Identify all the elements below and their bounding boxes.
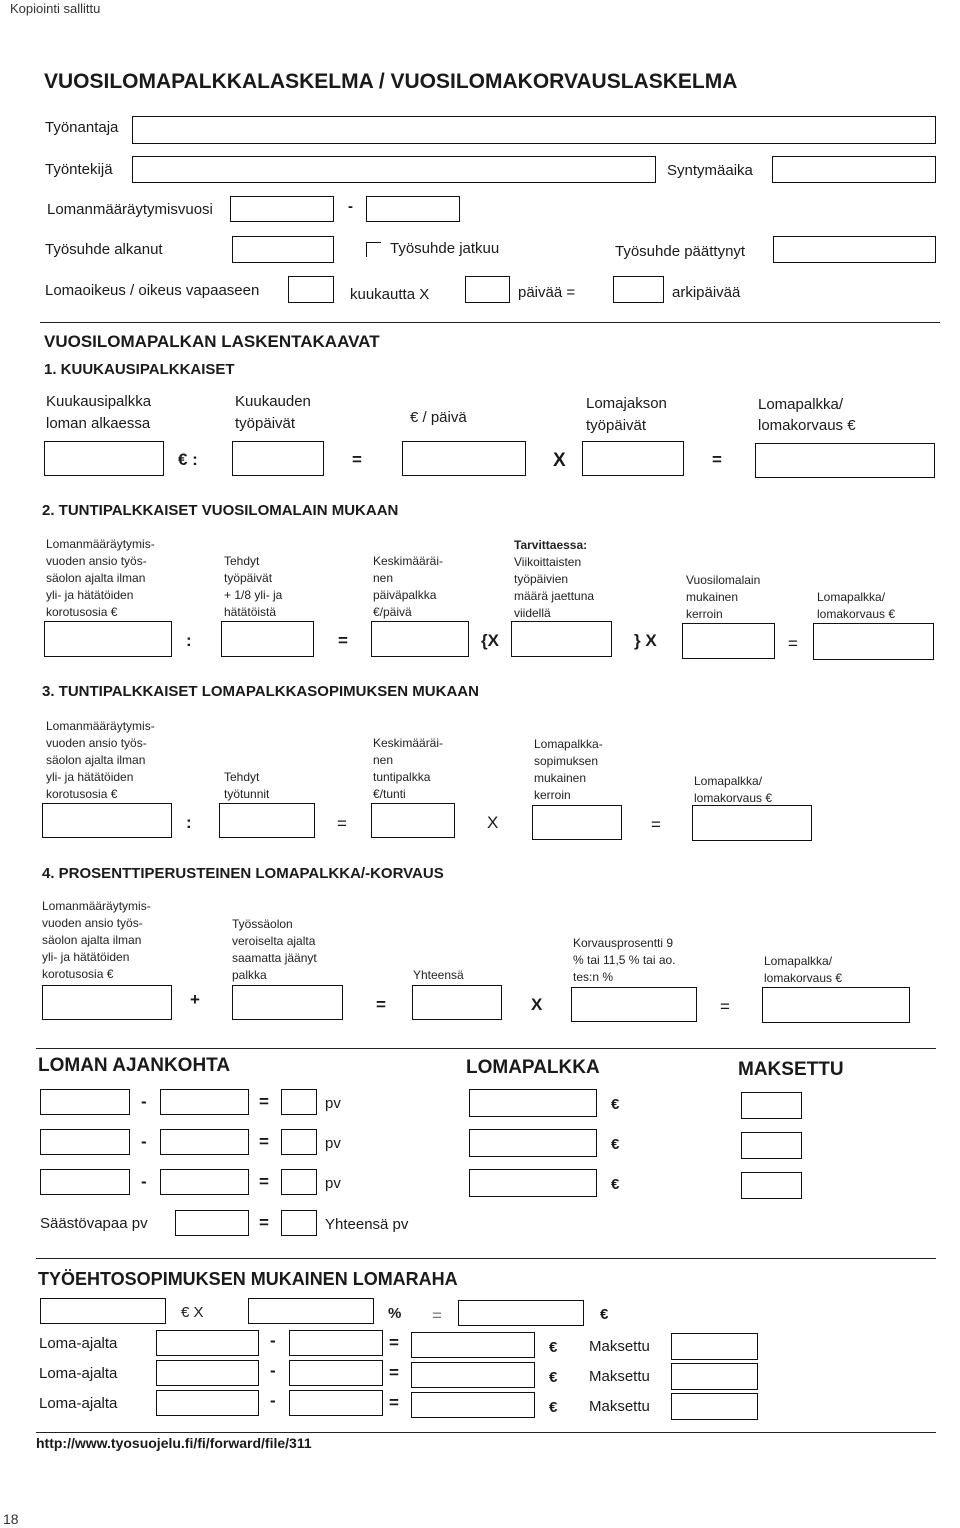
footer-url[interactable]: http://www.tyosuojelu.fi/fi/forward/file/311: [36, 1435, 312, 1451]
eq: =: [259, 1213, 269, 1232]
period-days-field[interactable]: [281, 1129, 317, 1155]
s1-op-euro-div: € :: [178, 450, 198, 469]
holiday-pay-field[interactable]: [469, 1129, 597, 1157]
saving-leave-label: Säästövapaa pv: [40, 1215, 148, 1232]
s4-h5: Lomapalkka/ lomakorvaus €: [764, 954, 843, 985]
determination-year-start-field[interactable]: [230, 196, 334, 222]
employment-ended-label: Työsuhde päättynyt: [615, 243, 746, 260]
eq: =: [389, 1333, 399, 1352]
s2-op-brace-close-x: } X: [634, 631, 657, 650]
determination-year-end-field[interactable]: [366, 196, 460, 222]
period-days-field[interactable]: [281, 1089, 317, 1115]
employee-field[interactable]: [132, 156, 656, 183]
holiday-pay-field[interactable]: [469, 1169, 597, 1197]
s1-month-workdays-field[interactable]: [232, 441, 324, 476]
s2-h6: Lomapalkka/ lomakorvaus €: [817, 590, 896, 621]
formulas-title: VUOSILOMAPALKAN LASKENTAKAAVAT: [44, 332, 380, 351]
s4-result-field[interactable]: [762, 987, 910, 1023]
s4-op-eq2: =: [720, 997, 730, 1016]
eq: =: [259, 1172, 269, 1191]
s1-h4a: Lomajakson: [586, 395, 667, 412]
s2-op-brace-x: {X: [481, 631, 499, 650]
birthdate-field[interactable]: [772, 156, 936, 183]
s4-total-field[interactable]: [412, 985, 502, 1020]
s1-h4b: työpäivät: [586, 417, 647, 434]
paid-field[interactable]: [741, 1092, 802, 1119]
s4-title: 4. PROSENTTIPERUSTEINEN LOMAPALKKA/-KORVAUS: [42, 865, 444, 882]
s1-op-x: X: [553, 450, 566, 471]
s2-h4: Tarvittaessa: Viikoittaisten työpäivien määrä jaettuna viidellä: [514, 538, 595, 620]
eq: =: [259, 1132, 269, 1151]
paid-field[interactable]: [741, 1132, 802, 1159]
employment-continues-label: Työsuhde jatkuu: [390, 240, 500, 257]
s3-result-field[interactable]: [692, 805, 812, 841]
period-label: Loma-ajalta: [39, 1395, 118, 1412]
divider: [36, 1048, 936, 1049]
paid-label: Maksettu: [589, 1338, 650, 1355]
s4-op-plus: +: [190, 990, 200, 1009]
period-days-field[interactable]: [281, 1169, 317, 1195]
s3-h2: Tehdyt työtunnit: [224, 770, 270, 801]
pv-label: pv: [325, 1175, 341, 1192]
raha-euro-x: € X: [181, 1304, 204, 1321]
period-end-field[interactable]: [160, 1129, 249, 1155]
euro-label: €: [611, 1136, 620, 1153]
s1-monthly-salary-field[interactable]: [44, 441, 164, 476]
employment-continues-checkbox[interactable]: [366, 242, 381, 257]
employee-label: Työntekijä: [45, 161, 113, 178]
s1-h5b: lomakorvaus €: [758, 417, 856, 434]
s4-h1: Lomanmääräytymis- vuoden ansio työs- säolon ajalta ilman yli- ja hätätöiden korotusosia €: [42, 899, 151, 981]
s3-op-eq: =: [337, 814, 347, 833]
eq: =: [432, 1306, 442, 1325]
raha-amount-field[interactable]: [411, 1392, 535, 1418]
s2-h5: Vuosilomalain mukainen kerroin: [686, 573, 761, 621]
raha-percent-field[interactable]: [248, 1298, 374, 1324]
period-start-field[interactable]: [40, 1169, 130, 1195]
saving-leave-field[interactable]: [175, 1210, 249, 1236]
s3-multiplier-field[interactable]: [532, 805, 622, 840]
pv-label: pv: [325, 1095, 341, 1112]
birthdate-label: Syntymäaika: [667, 162, 753, 179]
raha-amount-field[interactable]: [411, 1332, 535, 1358]
total-days-field[interactable]: [281, 1210, 317, 1236]
divider: [36, 1258, 936, 1259]
s4-op-eq: =: [376, 995, 386, 1014]
s1-h5a: Lomapalkka/: [758, 396, 844, 413]
holiday-pay-field[interactable]: [469, 1089, 597, 1117]
s4-unpaid-pay-field[interactable]: [232, 985, 343, 1020]
months-field[interactable]: [465, 276, 510, 303]
dash: -: [141, 1172, 147, 1191]
s1-h1b: loman alkaessa: [46, 415, 151, 432]
raha-result-field[interactable]: [458, 1300, 584, 1326]
period-label: Loma-ajalta: [39, 1335, 118, 1352]
raha-paid-field[interactable]: [671, 1333, 758, 1360]
dash: -: [141, 1092, 147, 1111]
euro-label: €: [549, 1399, 558, 1416]
paid-label: Maksettu: [589, 1398, 650, 1415]
s3-h3: Keskimääräi- nen tuntipalkka €/tunti: [373, 736, 444, 801]
days-field[interactable]: [613, 276, 664, 303]
raha-period-end-field[interactable]: [289, 1360, 383, 1386]
eq: =: [389, 1393, 399, 1412]
s3-hours-field[interactable]: [219, 803, 315, 838]
euro-label: €: [549, 1369, 558, 1386]
s4-h4: Korvausprosentti 9 % tai 11,5 % tai ao. tes:n %: [573, 936, 676, 984]
lomaraha-title: TYÖEHTOSOPIMUKSEN MUKAINEN LOMARAHA: [38, 1269, 458, 1289]
pv-label: pv: [325, 1135, 341, 1152]
eq: =: [389, 1363, 399, 1382]
raha-paid-field[interactable]: [671, 1363, 758, 1390]
paid-title: MAKSETTU: [738, 1059, 844, 1080]
s2-earnings-field[interactable]: [44, 621, 172, 657]
employer-field[interactable]: [132, 116, 936, 144]
workdays-label: arkipäivää: [672, 284, 741, 301]
s4-h3: Yhteensä: [413, 968, 464, 982]
employment-started-label: Työsuhde alkanut: [45, 241, 163, 258]
s3-op-eq2: =: [651, 815, 661, 834]
s1-period-workdays-field[interactable]: [582, 441, 684, 476]
s4-earnings-field[interactable]: [42, 985, 172, 1020]
employment-ended-field[interactable]: [773, 236, 936, 263]
raha-paid-field[interactable]: [671, 1393, 758, 1420]
s1-h2b: työpäivät: [235, 415, 296, 432]
s1-result-field[interactable]: [755, 443, 935, 478]
s1-op-eq2: =: [712, 450, 722, 469]
s2-title: 2. TUNTIPALKKAISET VUOSILOMALAIN MUKAAN: [42, 502, 399, 519]
s2-op-eq: =: [338, 631, 348, 650]
paid-label: Maksettu: [589, 1368, 650, 1385]
s4-h2: Työssäolon veroiselta ajalta saamatta jäänyt palkka: [232, 917, 317, 982]
paid-field[interactable]: [741, 1172, 802, 1199]
s3-op-x: X: [487, 813, 499, 832]
s2-daily-pay-field[interactable]: [371, 621, 469, 657]
s1-title: 1. KUUKAUSIPALKKAISET: [44, 361, 235, 378]
eq: =: [259, 1092, 269, 1111]
days-eq-label: päivää =: [518, 284, 576, 301]
euro-label: €: [600, 1306, 609, 1323]
timing-title: LOMAN AJANKOHTA: [38, 1055, 231, 1076]
s2-op-div: :: [186, 631, 192, 650]
s2-workdays-field[interactable]: [221, 621, 314, 657]
determination-year-dash: -: [348, 198, 353, 215]
holiday-pay-title: LOMAPALKKA: [466, 1057, 600, 1078]
entitlement-field[interactable]: [288, 276, 334, 303]
dash: -: [270, 1331, 276, 1350]
divider: [40, 322, 940, 323]
raha-period-start-field[interactable]: [156, 1330, 259, 1356]
raha-base-field[interactable]: [40, 1298, 166, 1324]
s1-h3: € / päivä: [410, 409, 467, 426]
s2-h2: Tehdyt työpäivät + 1/8 yli- ja hätätöistä: [224, 554, 283, 619]
s3-earnings-field[interactable]: [42, 803, 172, 838]
s2-op-eq2: =: [788, 634, 798, 653]
euro-label: €: [611, 1176, 620, 1193]
period-start-field[interactable]: [40, 1089, 130, 1115]
s3-h4: Lomapalkka- sopimuksen mukainen kerroin: [534, 737, 603, 802]
total-days-label: Yhteensä pv: [325, 1216, 409, 1233]
determination-year-label: Lomanmääräytymisvuosi: [47, 201, 213, 218]
s4-percent-field[interactable]: [571, 987, 697, 1022]
euro-label: €: [549, 1339, 558, 1356]
s3-title: 3. TUNTIPALKKAISET LOMAPALKKASOPIMUKSEN MUKAAN: [42, 683, 479, 700]
euro-label: €: [611, 1096, 620, 1113]
page-number: 18: [3, 1511, 19, 1527]
employment-started-field[interactable]: [232, 236, 334, 263]
s2-result-field[interactable]: [813, 623, 934, 660]
s2-weekly-days-field[interactable]: [511, 621, 612, 657]
form-title: VUOSILOMAPALKKALASKELMA / VUOSILOMAKORVAUSLASKELMA: [44, 70, 738, 93]
raha-amount-field[interactable]: [411, 1362, 535, 1388]
period-label: Loma-ajalta: [39, 1365, 118, 1382]
s3-h1: Lomanmääräytymis- vuoden ansio työs- säolon ajalta ilman yli- ja hätätöiden korotusosia €: [46, 719, 155, 801]
entitlement-label: Lomaoikeus / oikeus vapaaseen: [45, 282, 260, 299]
s3-hourly-pay-field[interactable]: [371, 803, 455, 838]
dash: -: [270, 1391, 276, 1410]
raha-period-start-field[interactable]: [156, 1390, 259, 1416]
divider: [36, 1432, 936, 1433]
dash: -: [270, 1361, 276, 1380]
s3-op-div: :: [186, 813, 192, 832]
percent-label: %: [388, 1305, 402, 1322]
s1-daily-field[interactable]: [402, 441, 526, 476]
s2-h3: Keskimääräi- nen päiväpalkka €/päivä: [373, 554, 444, 619]
raha-period-end-field[interactable]: [289, 1330, 383, 1356]
period-start-field[interactable]: [40, 1129, 130, 1155]
raha-period-end-field[interactable]: [289, 1390, 383, 1416]
months-x-label: kuukautta X: [350, 286, 430, 303]
s1-op-eq: =: [352, 450, 362, 469]
s1-h1a: Kuukausipalkka: [46, 393, 152, 410]
period-end-field[interactable]: [160, 1089, 249, 1115]
raha-period-start-field[interactable]: [156, 1360, 259, 1386]
s2-h1: Lomanmääräytymis- vuoden ansio työs- säolon ajalta ilman yli- ja hätätöiden korotusosia €: [46, 537, 155, 619]
s4-op-x: X: [531, 995, 543, 1014]
s2-multiplier-field[interactable]: [682, 623, 775, 659]
corner-label: Kopiointi sallittu: [10, 1, 101, 16]
period-end-field[interactable]: [160, 1169, 249, 1195]
s1-h2a: Kuukauden: [235, 393, 311, 410]
s3-h5: Lomapalkka/ lomakorvaus €: [694, 774, 773, 805]
employer-label: Työnantaja: [45, 119, 119, 136]
dash: -: [141, 1132, 147, 1151]
